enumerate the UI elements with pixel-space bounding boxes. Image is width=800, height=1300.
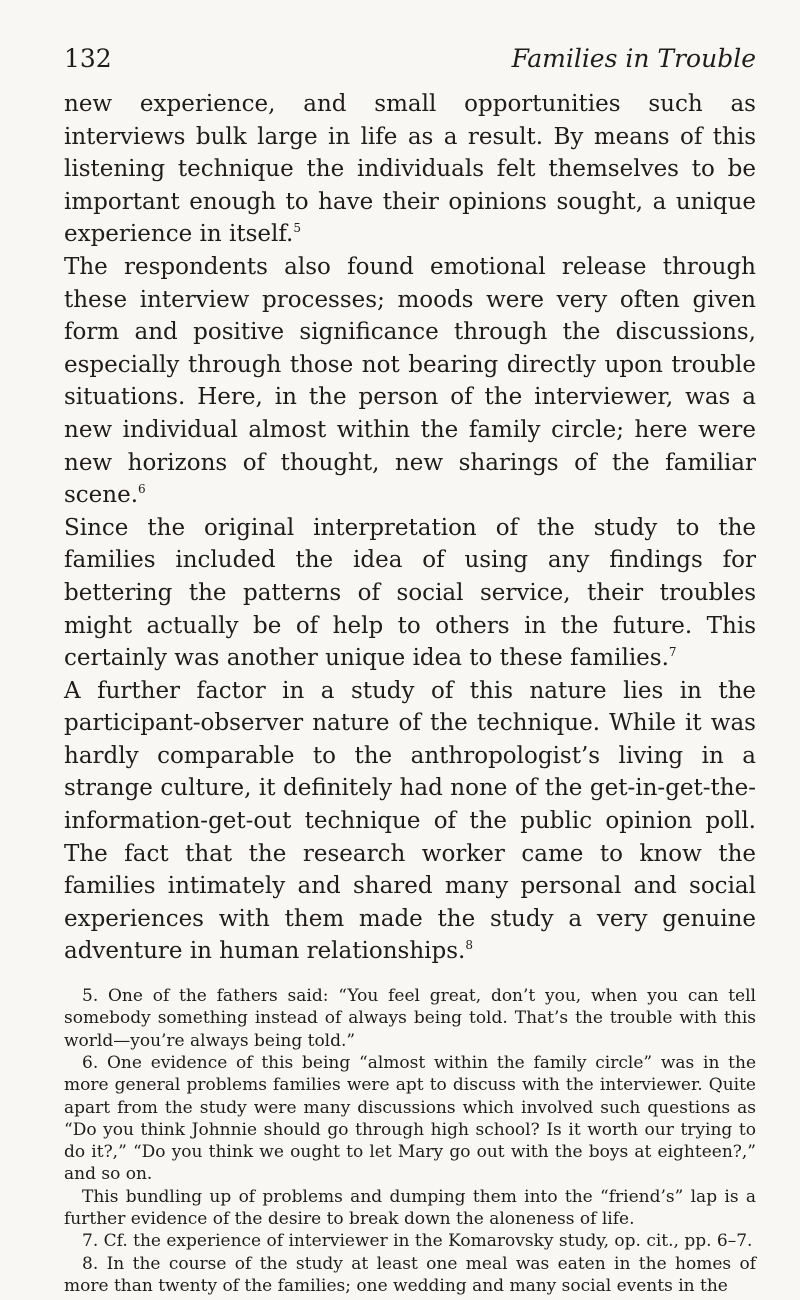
footnote-marker: 5: [293, 221, 301, 236]
book-page: [64, 44, 756, 1297]
footnote: 5. One of the fathers said: “You feel great, don’t you, when you can tell somebody something instead of always being told. That’s the trouble with this world—you’re always being told.”: [64, 986, 756, 1051]
paragraph-text: The respondents also found emotional release through these interview processes; moods were very often given form and positive significance through the discussions, especially through those not bearing directly upon trouble situations. Here, in the person of the interviewer, was a new individual almost within the family circle; here were new horizons of thought, new sharings of the familiar scene.: [64, 253, 756, 509]
footnote: 8. In the course of the study at least one meal was eaten in the homes of more than twenty of the families; one wedding and many social events in the: [64, 1253, 756, 1296]
paragraph: [64, 251, 756, 512]
paragraph: [64, 88, 756, 251]
body-text: [64, 88, 756, 968]
paragraph-text: new experience, and small opportunities such as interviews bulk large in life as a result. By means of this listening technique the individuals felt themselves to be important enough to have their opinions sought, a unique experience in itself.: [64, 91, 756, 248]
footnote: 7. Cf. the experience of interviewer in the Komarovsky study, op. cit., pp. 6–7.: [82, 1231, 753, 1252]
paragraph: [64, 675, 756, 968]
page-number: 132: [64, 44, 112, 73]
running-title: Families in Trouble: [511, 44, 756, 73]
footnote-marker: 8: [465, 938, 473, 953]
running-head: [64, 44, 756, 88]
paragraph-text: Since the original interpretation of the study to the families included the idea of using any findings for bettering the patterns of social service, their troubles might actually be of help to others in the future. This certainly was another unique idea to these families.: [64, 514, 756, 672]
footnotes: [64, 985, 756, 1297]
footnote-marker: 6: [138, 482, 146, 497]
paragraph: [64, 512, 756, 675]
footnote-marker: 7: [668, 645, 677, 660]
footnote: 6. One evidence of this being “almost within the family circle” was in the more general problems families were apt to discuss with the interviewer. Quite apart from the study were many discussions which involved such questions as “Do you think Johnnie should go through high school? Is it worth our trying to do it?,” “Do you think we ought to let Mary go out with the boys at eighteen?,” and so on.: [64, 1052, 756, 1185]
paragraph-text: A further factor in a study of this nature lies in the participant-observer nature of the technique. While it was hardly comparable to the anthropologist’s living in a strange culture, it definitely had none of the get-in-get-the-information-get-out technique of the public opinion poll. The fact that the research worker came to know the families intimately and shared many personal and social experiences with them made the study a very genuine adventure in human relationships.: [64, 677, 756, 965]
footnote: This bundling up of problems and dumping them into the “friend’s” lap is a further evidence of the desire to break down the aloneness of life.: [64, 1186, 756, 1229]
